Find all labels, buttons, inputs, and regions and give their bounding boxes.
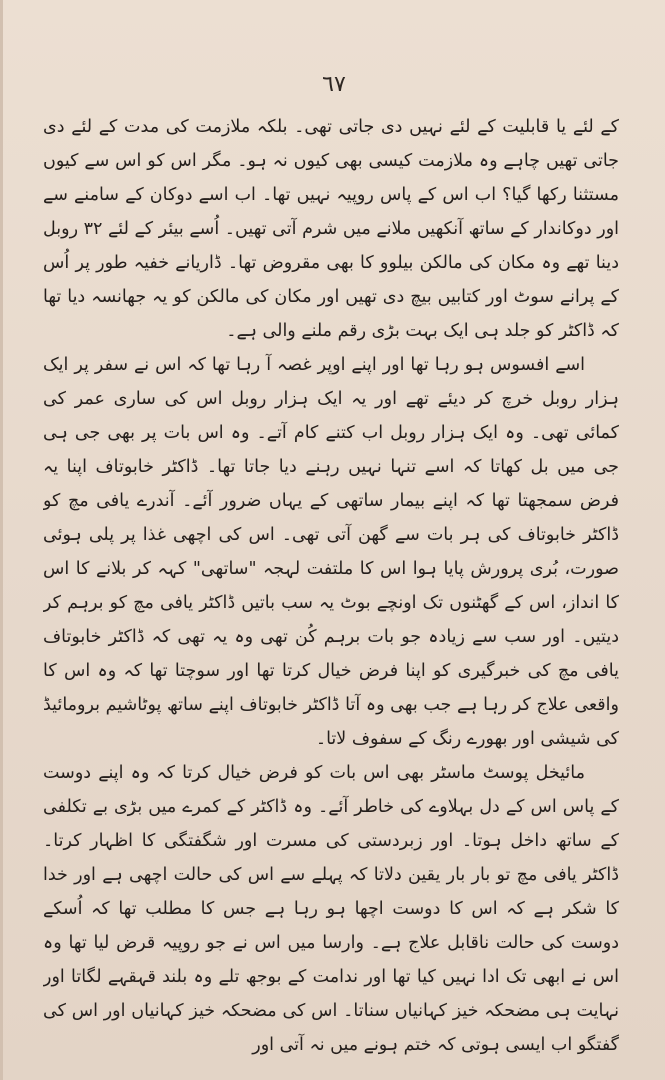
paragraph-1: کے لئے یا قابلیت کے لئے نہیں دی جاتی تھی۔ بلکہ ملازمت کی مدت کے لئے دی جاتی تھیں چاہے وہ ملازمت کیسی بھی کیوں نہ ہو۔ مگر اس کو اس سے کیوں مستثنا رکھا گیا؟ اب اس کے پاس روپیہ نہیں تھا۔ اب اسے دوکان کے سامنے سے اور دوکاندار کے ساتھ آنکھیں ملانے میں شرم آتی تھیں۔ اُسے بیئر کے لئے ۳۲ روبل دینا تھے وہ مکان کی مالکن بیلوو کا بھی مقروض تھا۔ ڈاریانے خفیہ طور پر اُس کے پرانے سوٹ اور کتابیں بیچ دی تھیں اور مکان کی مالکن کو یہ جھانسہ دیا تھا کہ ڈاکٹر کو جلد ہی ایک بہت بڑی رقم ملنے والی ہے۔ (43, 117, 619, 341)
page-number: ٦٧ (322, 72, 346, 97)
paragraph-3: مائیخل پوسٹ ماسٹر بھی اس بات کو فرض خیال کرتا کہ وہ اپنے دوست کے پاس اس کے دل بہلاوے کی خاطر آئے۔ وہ ڈاکٹر کے کمرے میں بڑی بے تکلفی کے ساتھ داخل ہوتا۔ اور زبردستی کی مسرت اور شگفتگی کا اظہار کرتا۔ ڈاکٹر یافی مچ تو بار بار یقین دلاتا کہ پہلے سے اس کی حالت اچھی ہے اور خدا کا شکر ہے کہ اس کا دوست اچھا ہو رہا ہے جس کا مطلب تھا کہ اُسکے دوست کی حالت ناقابل علاج ہے۔ وارسا میں اس نے جو روپیہ قرض لیا تھا وہ اس نے ابھی تک ادا نہیں کیا تھا اور ندامت کے بوجھ تلے وہ بلند قہقہے لگاتا اور نہایت ہی مضحکہ خیز کہانیاں سناتا۔ اس کی مضحکہ خیز کہانیاں اور اس کی گفتگو اب ایسی ہوتی کہ ختم ہونے میں نہ آتی اور (43, 763, 619, 1055)
paragraph-2: اسے افسوس ہو رہا تھا اور اپنے اوپر غصہ آ رہا تھا کہ اس نے سفر پر ایک ہزار روبل خرچ کر دیئے تھے اور یہ ایک ہزار روبل اس کی ساری عمر کی کمائی تھی۔ وہ ایک ہزار روبل اب کتنے کام آتے۔ وہ اس بات پر بھی جی ہی جی میں بل کھاتا کہ اسے تنہا نہیں رہنے دیا جاتا تھا۔ ڈاکٹر خابوتاف اپنا یہ فرض سمجھتا تھا کہ اپنے بیمار ساتھی کے یہاں ضرور آئے۔ آندرے یافی مچ کو ڈاکٹر خابوتاف کی ہر بات سے گھن آتی تھی۔ اس کی اچھی غذا پر پلی ہوئی صورت، بُری پرورش پایا ہوا اس کا ملتفت لہجہ "ساتھی" کہہ کر بلانے کا اس کا انداز، اس کے گھٹنوں تک اونچے بوٹ یہ سب باتیں ڈاکٹر یافی مچ کو برہم کر دیتیں۔ اور سب سے زیادہ جو بات برہم کُن تھی وہ یہ تھی کہ ڈاکٹر خابوتاف یافی مچ کی خبرگیری کو اپنا فرض خیال کرتا تھا اور سوچتا تھا کہ وہ اس کا واقعی علاج کر رہا ہے جب بھی وہ آتا ڈاکٹر خابوتاف اپنے ساتھ پوٹاشیم برومائیڈ کی شیشی اور بھورے رنگ کے سفوف لاتا۔ (43, 355, 619, 749)
body-text (43, 110, 619, 1058)
